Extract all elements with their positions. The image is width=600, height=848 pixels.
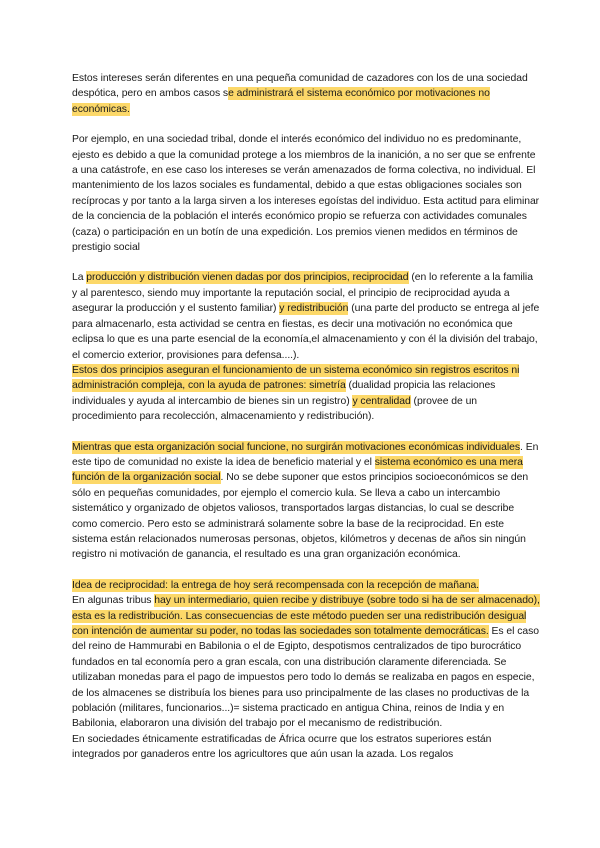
paragraph bbox=[72, 270, 540, 362]
body-text: (provee de un procedimiento para recolección, almacenamiento y redistribución). bbox=[72, 395, 478, 423]
paragraph-gap bbox=[72, 117, 540, 132]
paragraph bbox=[72, 363, 540, 425]
body-text: En sociedades étnicamente estratificadas de África ocurre que los estratos superiores están integrados por ganaderos entre los agricultores que aún usan la azada. Los regalos bbox=[72, 733, 492, 761]
highlighted-text: Estos dos principios aseguran el funcionamiento de un sistema económico sin registros escritos ni administración compleja, con la ayuda de patrones: simetría bbox=[72, 364, 520, 392]
highlighted-text: sistema económico es una mera función de la organización social bbox=[72, 456, 523, 484]
highlighted-text: y centralidad bbox=[352, 395, 411, 407]
body-text: La bbox=[72, 272, 87, 284]
paragraph bbox=[72, 132, 540, 255]
paragraph bbox=[72, 593, 540, 732]
paragraph bbox=[72, 440, 540, 563]
highlighted-text: producción y distribución vienen dadas por dos principios, reciprocidad bbox=[86, 272, 409, 284]
body-text: (dualidad propicia las relaciones individuales y ayuda al intercambio de bienes sin un registro) bbox=[72, 380, 496, 407]
paragraph-gap bbox=[72, 563, 540, 578]
body-text: (una parte del producto se entrega al jefe para almacenarlo, esta actividad se centra en fiestas, es decir una motivación no económica que eclipsa lo que es una parte esencial de la economía,el almacenamiento y con él la división del trabajo, el comercio exterior, provisiones para defensa....). bbox=[72, 303, 540, 361]
highlighted-text: y redistribución bbox=[279, 303, 349, 315]
highlighted-text: Mientras que esta organización social funcione, no surgirán motivaciones económicas individuales bbox=[72, 441, 521, 453]
highlighted-text: hay un intermediario, quien recibe y distribuye (sobre todo si ha de ser almacenado), esta es la redistribución. Las consecuencias de este método pueden ser una redistribución desigual con intención de aumentar su poder, no todas las sociedades son totalmente democráticas. bbox=[72, 595, 540, 637]
paragraph-gap bbox=[72, 425, 540, 440]
body-text: . No se debe suponer que estos principios socioeconómicos se den sólo en pequeñas comunidades, por ejemplo el comercio kula. Se lleva a cabo un intercambio sistemático y organizado de objetos valiosos, transportados largas distancias, lo cual se describe como comercio. Pero esto se administrará solamente sobre la base de la reciprocidad. En este sistema están relacionados numerosas personas, objetos, kilómetros y decenas de años sin ningún registro ni motivación de ganancia, el resultado es una gran organización económica. bbox=[72, 472, 529, 561]
paragraph-gap bbox=[72, 255, 540, 270]
highlighted-text: e administrará el sistema económico por motivaciones no económicas. bbox=[72, 88, 490, 115]
paragraph bbox=[72, 732, 540, 763]
body-text: Es el caso del reino de Hammurabi en Babilonia o el de Egipto, despotismos centralizados de tipo burocrático fundados en tal economía pero a gran escala, con una distribución claramente diferenciada. Se utilizaban monedas para el pago de impuestos pero todo lo demás se realizaba en pagos en especie, de los almacenes se distribuía los bienes para uso principalmente de las clases no productivas de la población (militares, funcionarios...)= sistema practicado en antigua China, reinos de India y en Babilonia, elaboraron una división del trabajo por el mecanismo de redistribución. bbox=[72, 626, 539, 730]
body-text: . En este tipo de comunidad no existe la idea de beneficio material y el bbox=[72, 441, 539, 468]
body-text: Por ejemplo, en una sociedad tribal, donde el interés económico del individuo no es predominante, ejesto es debido a que la comunidad protege a los miembros de la inanición, a no ser que se enfrente a una catástrofe, en ese caso los intereses se verán amenazados de forma colectiva, no individual. El mantenimiento de los lazos sociales es fundamental, debido a que estas obligaciones sociales son recíprocas y por tanto a la larga sirven a los intereses egoístas del individuo. Esta actitud para eliminar de la conciencia de la población el interés económico propio se refuerza con actividades comunales (caza) o participación en un botín de una expedición. Los premios vienen medidos en términos de prestigio social bbox=[72, 134, 540, 254]
highlighted-text: Idea de reciprocidad: la entrega de hoy será recompensada con la recepción de mañana. bbox=[72, 579, 480, 591]
body-text: Estos intereses serán diferentes en una pequeña comunidad de cazadores con los de una sociedad despótica, pero en ambos casos s bbox=[72, 73, 528, 100]
paragraph bbox=[72, 578, 540, 593]
paragraph bbox=[72, 71, 540, 117]
body-text: En algunas tribus bbox=[72, 595, 155, 607]
body-text: (en lo referente a la familia y al parentesco, siendo muy importante la reputación social, el principio de reciprocidad ayuda a asegurar la producción y el sustento familiar) bbox=[72, 272, 533, 315]
